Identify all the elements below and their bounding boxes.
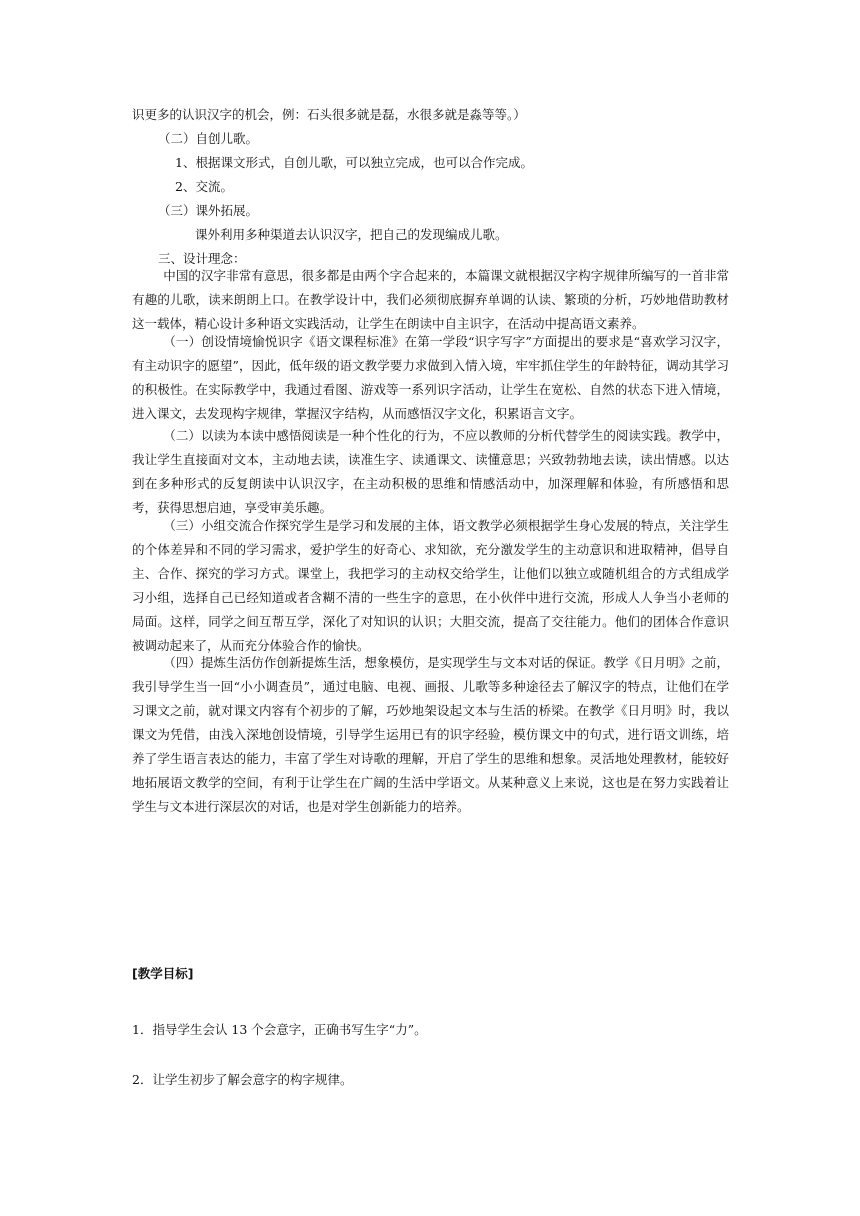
section-heading-design-concept: 三、设计理念： <box>158 251 246 266</box>
teaching-goals-heading: [教学目标] <box>132 966 194 981</box>
text-line: 课外利用多种渠道去认识汉字，把自己的发现编成儿歌。 <box>195 227 508 242</box>
goal-item: 1．指导学生会认 13 个会意字，正确书写生字“力”。 <box>132 1022 427 1037</box>
list-item: 2、交流。 <box>175 179 233 194</box>
paragraph: （四）提炼生活仿作创新提炼生活，想象模仿，是实现学生与文本对话的保证。教学《日月明》之前，我引导学生当一回“小小调查员”，通过电脑、电视、画报、儿歌等多种途径去了解汉字的特点，让他们在学习课文之前，就对课文内容有个初步的了解，巧妙地架设起文本与生活的桥梁。在教学《日月明》时，我以课文为凭借，由浅入深地创设情境，引导学生运用已有的识字经验，模仿课文中的句式，进行语文训练，培养了学生语言表达的能力，丰富了学生对诗歌的理解，开启了学生的思维和想象。灵活地处理教材，能较好地拓展语文教学的空间，有利于让学生在广阔的生活中学语文。从某种意义上来说，这也是在努力实践着让学生与文本进行深层次的对话，也是对学生创新能力的培养。 <box>132 655 729 814</box>
paragraph: 中国的汉字非常有意思，很多都是由两个字合起来的，本篇课文就根据汉字构字规律所编写的一首非常有趣的儿歌，读来朗朗上口。在教学设计中，我们必须彻底摒弃单调的认读、繁琐的分析，巧妙地借助教材这一载体，精心设计多种语文实践活动，让学生在朗读中自主识字，在活动中提高语文素养。 <box>132 268 729 331</box>
paragraph: （一）创设情境愉悦识字《语文课程标准》在第一学段“识字写字”方面提出的要求是“喜欢学习汉字，有主动识字的愿望”，因此，低年级的语文教学要力求做到入情入境，牢牢抓住学生的年龄特征，调动其学习的积极性。在实际教学中，我通过看图、游戏等一系列识字活动，让学生在宽松、自然的状态下进入情境，进入课文，去发现构字规律，掌握汉字结构，从而感悟汉字文化，积累语言文字。 <box>132 334 729 421</box>
paragraph: （三）小组交流合作探究学生是学习和发展的主体，语文教学必须根据学生身心发展的特点，关注学生的个体差异和不同的学习需求，爱护学生的好奇心、求知欲，充分激发学生的主动意识和进取精神，倡导自主、合作、探究的学习方式。课堂上，我把学习的主动权交给学生，让他们以独立或随机组合的方式组成学习小组，选择自己已经知道或者含糊不清的一些生字的意思，在小伙伴中进行交流，形成人人争当小老师的局面。这样，同学之间互帮互学，深化了对知识的认识；大胆交流，提高了交往能力。他们的团体合作意识被调动起来了，从而充分体验合作的愉快。 <box>132 518 729 653</box>
paragraph: （二）以读为本读中感悟阅读是一种个性化的行为，不应以教师的分析代替学生的阅读实践。教学中，我让学生直接面对文本，主动地去读，读准生字、读通课文、读懂意思；兴致勃勃地去读，读出情感。以达到在多种形式的反复朗读中认识汉字，在主动积极的思维和情感活动中，加深理解和体验，有所感悟和思考，获得思想启迪，享受审美乐趣。 <box>132 428 729 515</box>
text-line: 识更多的认识汉字的机会，例：石头很多就是磊，水很多就是淼等等。） <box>132 107 526 122</box>
subheading-extension: （三）课外拓展。 <box>158 203 259 218</box>
list-item: 1、根据课文形式，自创儿歌，可以独立完成，也可以合作完成。 <box>175 155 533 170</box>
subheading-self-create-song: （二）自创儿歌。 <box>158 131 259 146</box>
goal-item: 2．让学生初步了解会意字的构字规律。 <box>132 1072 353 1087</box>
